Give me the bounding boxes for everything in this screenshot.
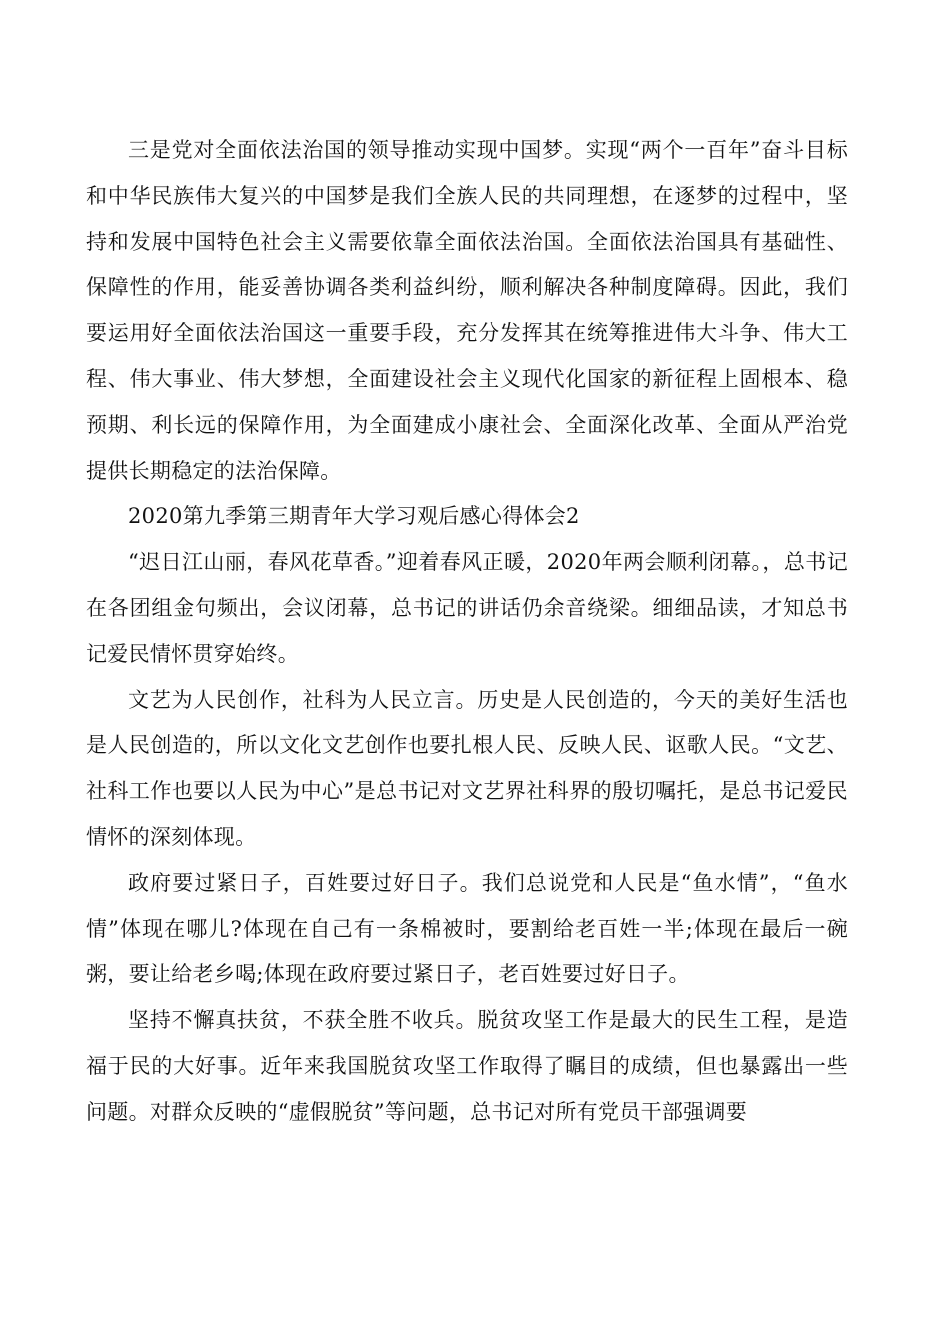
document-body [86, 128, 848, 1136]
section-heading: 2020第九季第三期青年大学习观后感心得体会2 [128, 504, 580, 529]
paragraph-arts-for-people: 文艺为人民创作，社科为人民立言。历史是人民创造的，今天的美好生活也是人民创造的，所以文化文艺创作也要扎根人民、反映人民、讴歌人民。“文艺、社科工作也要以人民为中心”是总书记对文艺界社科界的殷切嘱托，是总书记爱民情怀的深刻体现。 [86, 687, 848, 849]
paragraph-government-frugality: 政府要过紧日子，百姓要过好日子。我们总说党和人民是“鱼水情”，“鱼水情”体现在哪儿?体现在自己有一条棉被时，要割给老百姓一半;体现在最后一碗粥，要让给老乡喝;体现在政府要过紧日子，老百姓要过好日子。 [86, 870, 848, 987]
paragraph-rule-of-law: 三是党对全面依法治国的领导推动实现中国梦。实现“两个一百年”奋斗目标和中华民族伟大复兴的中国梦是我们全族人民的共同理想，在逐梦的过程中，坚持和发展中国特色社会主义需要依靠全面依法治国。全面依法治国具有基础性、保障性的作用，能妥善协调各类利益纠纷，顺利解决各种制度障碍。因此，我们要运用好全面依法治国这一重要手段，充分发挥其在统筹推进伟大斗争、伟大工程、伟大事业、伟大梦想，全面建设社会主义现代化国家的新征程上固根本、稳预期、利长远的保障作用，为全面建成小康社会、全面深化改革、全面从严治党提供长期稳定的法治保障。 [86, 138, 848, 483]
paragraph-poverty-alleviation: 坚持不懈真扶贫，不获全胜不收兵。脱贫攻坚工作是最大的民生工程，是造福于民的大好事。近年来我国脱贫攻坚工作取得了瞩目的成绩，但也暴露出一些问题。对群众反映的“虚假脱贫”等问题，总书记对所有党员干部强调要 [86, 1008, 848, 1124]
paragraph-two-sessions: “迟日江山丽，春风花草香。”迎着春风正暖，2020年两会顺利闭幕。，总书记在各团组金句频出，会议闭幕，总书记的讲话仍余音绕梁。细细品读，才知总书记爱民情怀贯穿始终。 [86, 550, 848, 666]
